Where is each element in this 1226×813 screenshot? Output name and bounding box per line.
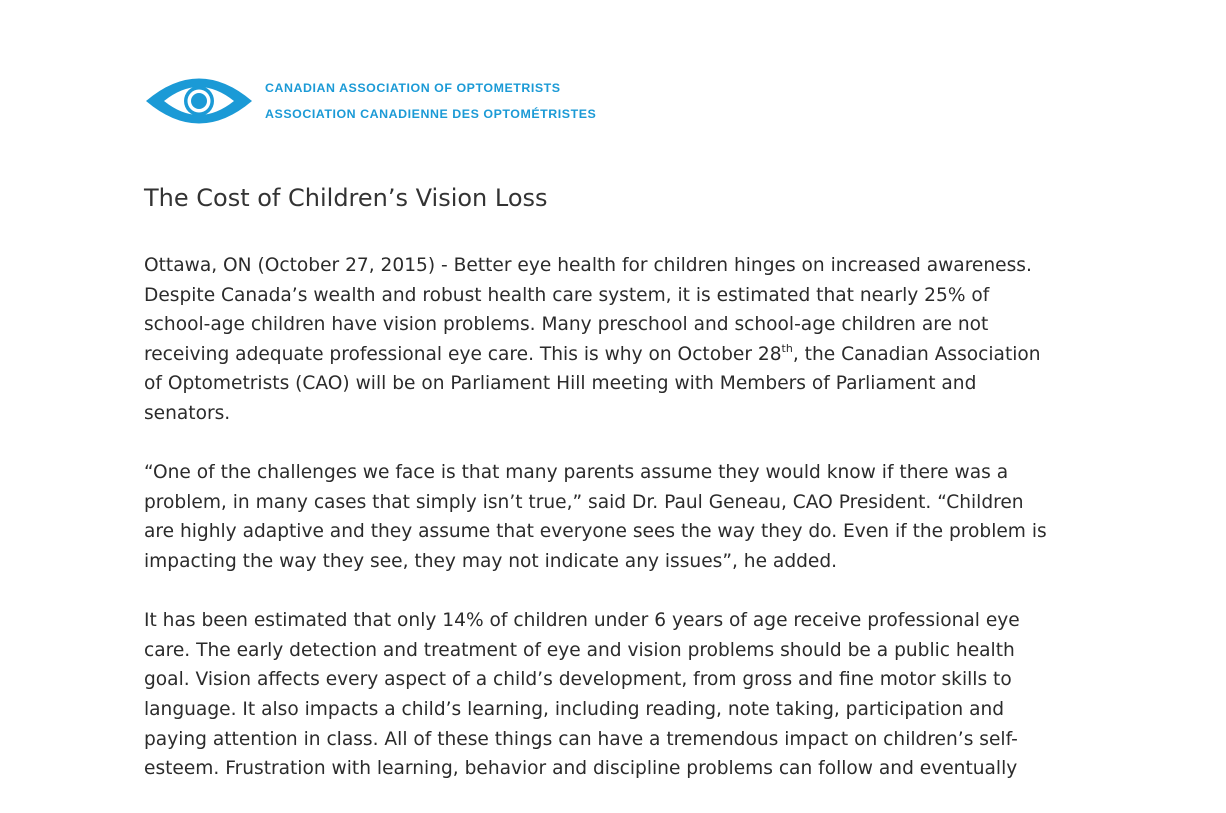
text-line: Despite Canada’s wealth and robust health care system, it is estimated that nearly 25% of bbox=[144, 284, 990, 306]
text-line: senators. bbox=[144, 402, 231, 424]
text-line: Ottawa, ON (October 27, 2015) - Better eye health for children hinges on increased awareness. bbox=[144, 255, 1032, 276]
paragraph-quote bbox=[144, 458, 1084, 576]
text-line: care. The early detection and treatment of eye and vision problems should be a public health bbox=[144, 639, 1015, 661]
org-name-french: ASSOCIATION CANADIENNE DES OPTOMÉTRISTES bbox=[265, 107, 597, 121]
ordinal-superscript: th bbox=[781, 341, 793, 355]
text-segment: receiving adequate professional eye care. This is why on October 28 bbox=[144, 343, 782, 365]
text-line: problem, in many cases that simply isn’t true,” said Dr. Paul Geneau, CAO President. “Children bbox=[144, 491, 1024, 513]
text-line: impacting the way they see, they may not indicate any issues”, he added. bbox=[144, 550, 838, 572]
text-line: esteem. Frustration with learning, behavior and discipline problems can follow and eventually bbox=[144, 758, 1018, 780]
eye-logo-icon bbox=[143, 72, 255, 130]
text-line: goal. Vision affects every aspect of a child’s development, from gross and fine motor skills to bbox=[144, 669, 1012, 691]
document-body bbox=[144, 251, 1084, 813]
document-title: The Cost of Children’s Vision Loss bbox=[144, 184, 548, 212]
paragraph-statistics bbox=[144, 606, 1084, 784]
text-line: language. It also impacts a child’s learning, including reading, note taking, participation and bbox=[144, 698, 1005, 720]
text-line: are highly adaptive and they assume that everyone sees the way they do. Even if the problem is bbox=[144, 521, 1047, 543]
text-line: school-age children have vision problems. Many preschool and school-age children are not bbox=[144, 314, 989, 336]
text-line: “One of the challenges we face is that many parents assume they would know if there was a bbox=[144, 462, 1009, 484]
paragraph-intro bbox=[144, 251, 1084, 429]
org-name-english: CANADIAN ASSOCIATION OF OPTOMETRISTS bbox=[265, 81, 561, 95]
text-segment: , the Canadian Association bbox=[792, 343, 1041, 365]
letterhead bbox=[143, 72, 596, 130]
organization-names bbox=[265, 75, 596, 127]
text-line: It has been estimated that only 14% of children under 6 years of age receive professional eye bbox=[144, 610, 1020, 632]
text-line: of Optometrists (CAO) will be on Parliament Hill meeting with Members of Parliament and bbox=[144, 373, 977, 395]
text-line: paying attention in class. All of these things can have a tremendous impact on children’s self- bbox=[144, 728, 1018, 750]
text-line bbox=[144, 340, 1084, 370]
